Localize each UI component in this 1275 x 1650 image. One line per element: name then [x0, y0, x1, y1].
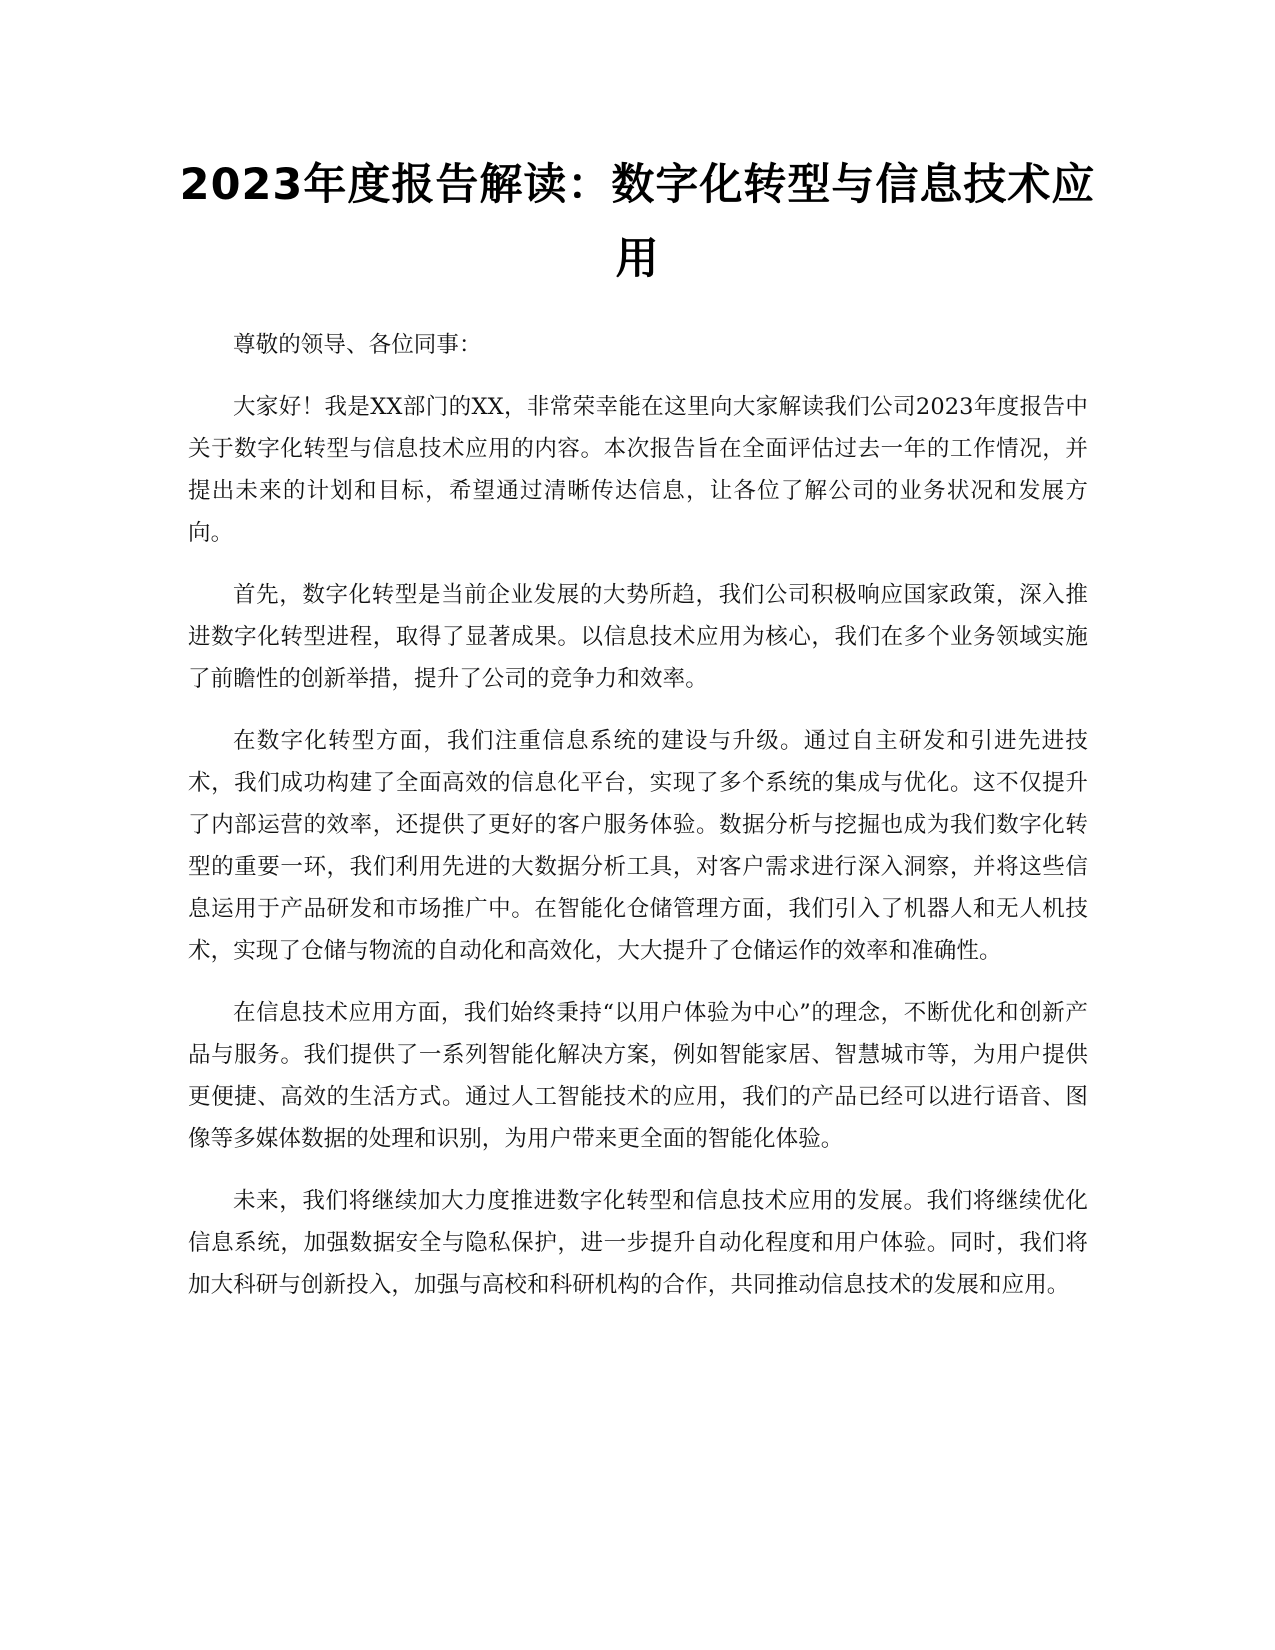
paragraph-salutation: 尊敬的领导、各位同事： [233, 332, 482, 358]
document-title: 2023年度报告解读：数字化转型与信息技术应用 [179, 160, 1096, 284]
document-body [188, 324, 1088, 1326]
paragraph-digital-transformation: 在数字化转型方面，我们注重信息系统的建设与升级。通过自主研发和引进先进技术，我们成功构建了全面高效的信息化平台，实现了多个系统的集成与优化。这不仅提升了内部运营的效率，还提供了更好的客户服务体验。数据分析与挖掘也成为我们数字化转型的重要一环，我们利用先进的大数据分析工具，对客户需求进行深入洞察，并将这些信息运用于产品研发和市场推广中。在智能化仓储管理方面，我们引入了机器人和无人机技术，实现了仓储与物流的自动化和高效化，大大提升了仓储运作的效率和准确性。 [188, 728, 1088, 964]
paragraph-it-application: 在信息技术应用方面，我们始终秉持“以用户体验为中心”的理念，不断优化和创新产品与服务。我们提供了一系列智能化解决方案，例如智能家居、智慧城市等，为用户提供更便捷、高效的生活方式。通过人工智能技术的应用，我们的产品已经可以进行语音、图像等多媒体数据的处理和识别，为用户带来更全面的智能化体验。 [188, 1000, 1088, 1152]
paragraph-future-plans: 未来，我们将继续加大力度推进数字化转型和信息技术应用的发展。我们将继续优化信息系统，加强数据安全与隐私保护，进一步提升自动化程度和用户体验。同时，我们将加大科研与创新投入，加强与高校和科研机构的合作，共同推动信息技术的发展和应用。 [188, 1188, 1088, 1298]
paragraph-overview: 首先，数字化转型是当前企业发展的大势所趋，我们公司积极响应国家政策，深入推进数字化转型进程，取得了显著成果。以信息技术应用为核心，我们在多个业务领域实施了前瞻性的创新举措，提升了公司的竞争力和效率。 [188, 582, 1088, 692]
paragraph-introduction: 大家好！我是XX部门的XX，非常荣幸能在这里向大家解读我们公司2023年度报告中关于数字化转型与信息技术应用的内容。本次报告旨在全面评估过去一年的工作情况，并提出未来的计划和目标，希望通过清晰传达信息，让各位了解公司的业务状况和发展方向。 [188, 394, 1088, 546]
